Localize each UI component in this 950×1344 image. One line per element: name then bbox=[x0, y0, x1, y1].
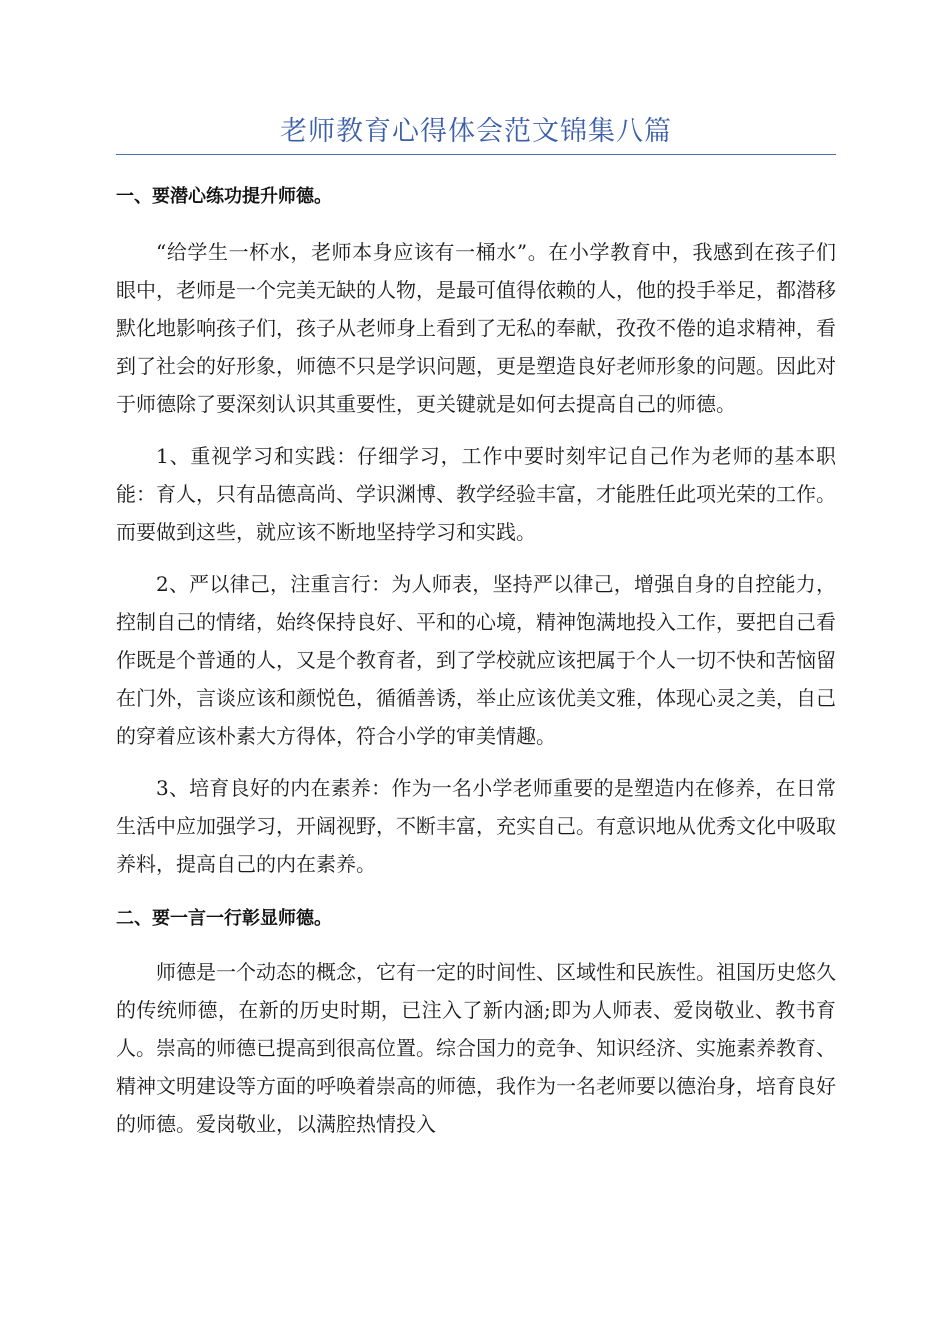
section-1-paragraph-1: “给学生一杯水，老师本身应该有一桶水”。在小学教育中，我感到在孩子们眼中，老师是一个完美无缺的人物，是最可值得依赖的人，他的投手举足，都潜移默化地影响孩子们，孩子从老师身上看到了无私的奉献，孜孜不倦的追求精神，看到了社会的好形象，师德不只是学识问题，更是塑造良好老师形象的问题。因此对于师德除了要深刻认识其重要性，更关键就是如何去提高自己的师德。 bbox=[116, 240, 836, 416]
section-2-paragraph-1: 师德是一个动态的概念，它有一定的时间性、区域性和民族性。祖国历史悠久的传统师德，在新的历史时期，已注入了新内涵;即为人师表、爱岗敬业、教书育人。崇高的师德已提高到很高位置。综合国力的竞争、知识经济、实施素养教育、精神文明建设等方面的呼唤着崇高的师德，我作为一名老师要以德治身，培育良好的师德。爱岗敬业，以满腔热情投入 bbox=[116, 960, 836, 1136]
section-1-paragraph-2: 1、重视学习和实践：仔细学习，工作中要时刻牢记自己作为老师的基本职能：育人，只有品德高尚、学识渊博、教学经验丰富，才能胜任此项光荣的工作。而要做到这些，就应该不断地坚持学习和实践。 bbox=[116, 444, 836, 544]
section-heading-2: 二、要一言一行彰显师德。 bbox=[116, 908, 332, 929]
section-heading-1: 一、要潜心练功提升师德。 bbox=[116, 186, 332, 207]
title-underline bbox=[116, 154, 836, 155]
document-title: 老师教育心得体会范文锦集八篇 bbox=[280, 116, 672, 147]
section-1-paragraph-4: 3、培育良好的内在素养：作为一名小学老师重要的是塑造内在修养，在日常生活中应加强学习，开阔视野，不断丰富，充实自己。有意识地从优秀文化中吸取养料，提高自己的内在素养。 bbox=[116, 776, 836, 876]
document-page bbox=[116, 0, 836, 1143]
section-1-paragraph-3: 2、严以律己，注重言行：为人师表，坚持严以律己，增强自身的自控能力，控制自己的情绪，始终保持良好、平和的心境，精神饱满地投入工作，要把自己看作既是个普通的人，又是个教育者，到了学校就应该把属于个人一切不快和苦恼留在门外，言谈应该和颜悦色，循循善诱，举止应该优美文雅，体现心灵之美，自己的穿着应该朴素大方得体，符合小学的审美情趣。 bbox=[116, 572, 836, 748]
